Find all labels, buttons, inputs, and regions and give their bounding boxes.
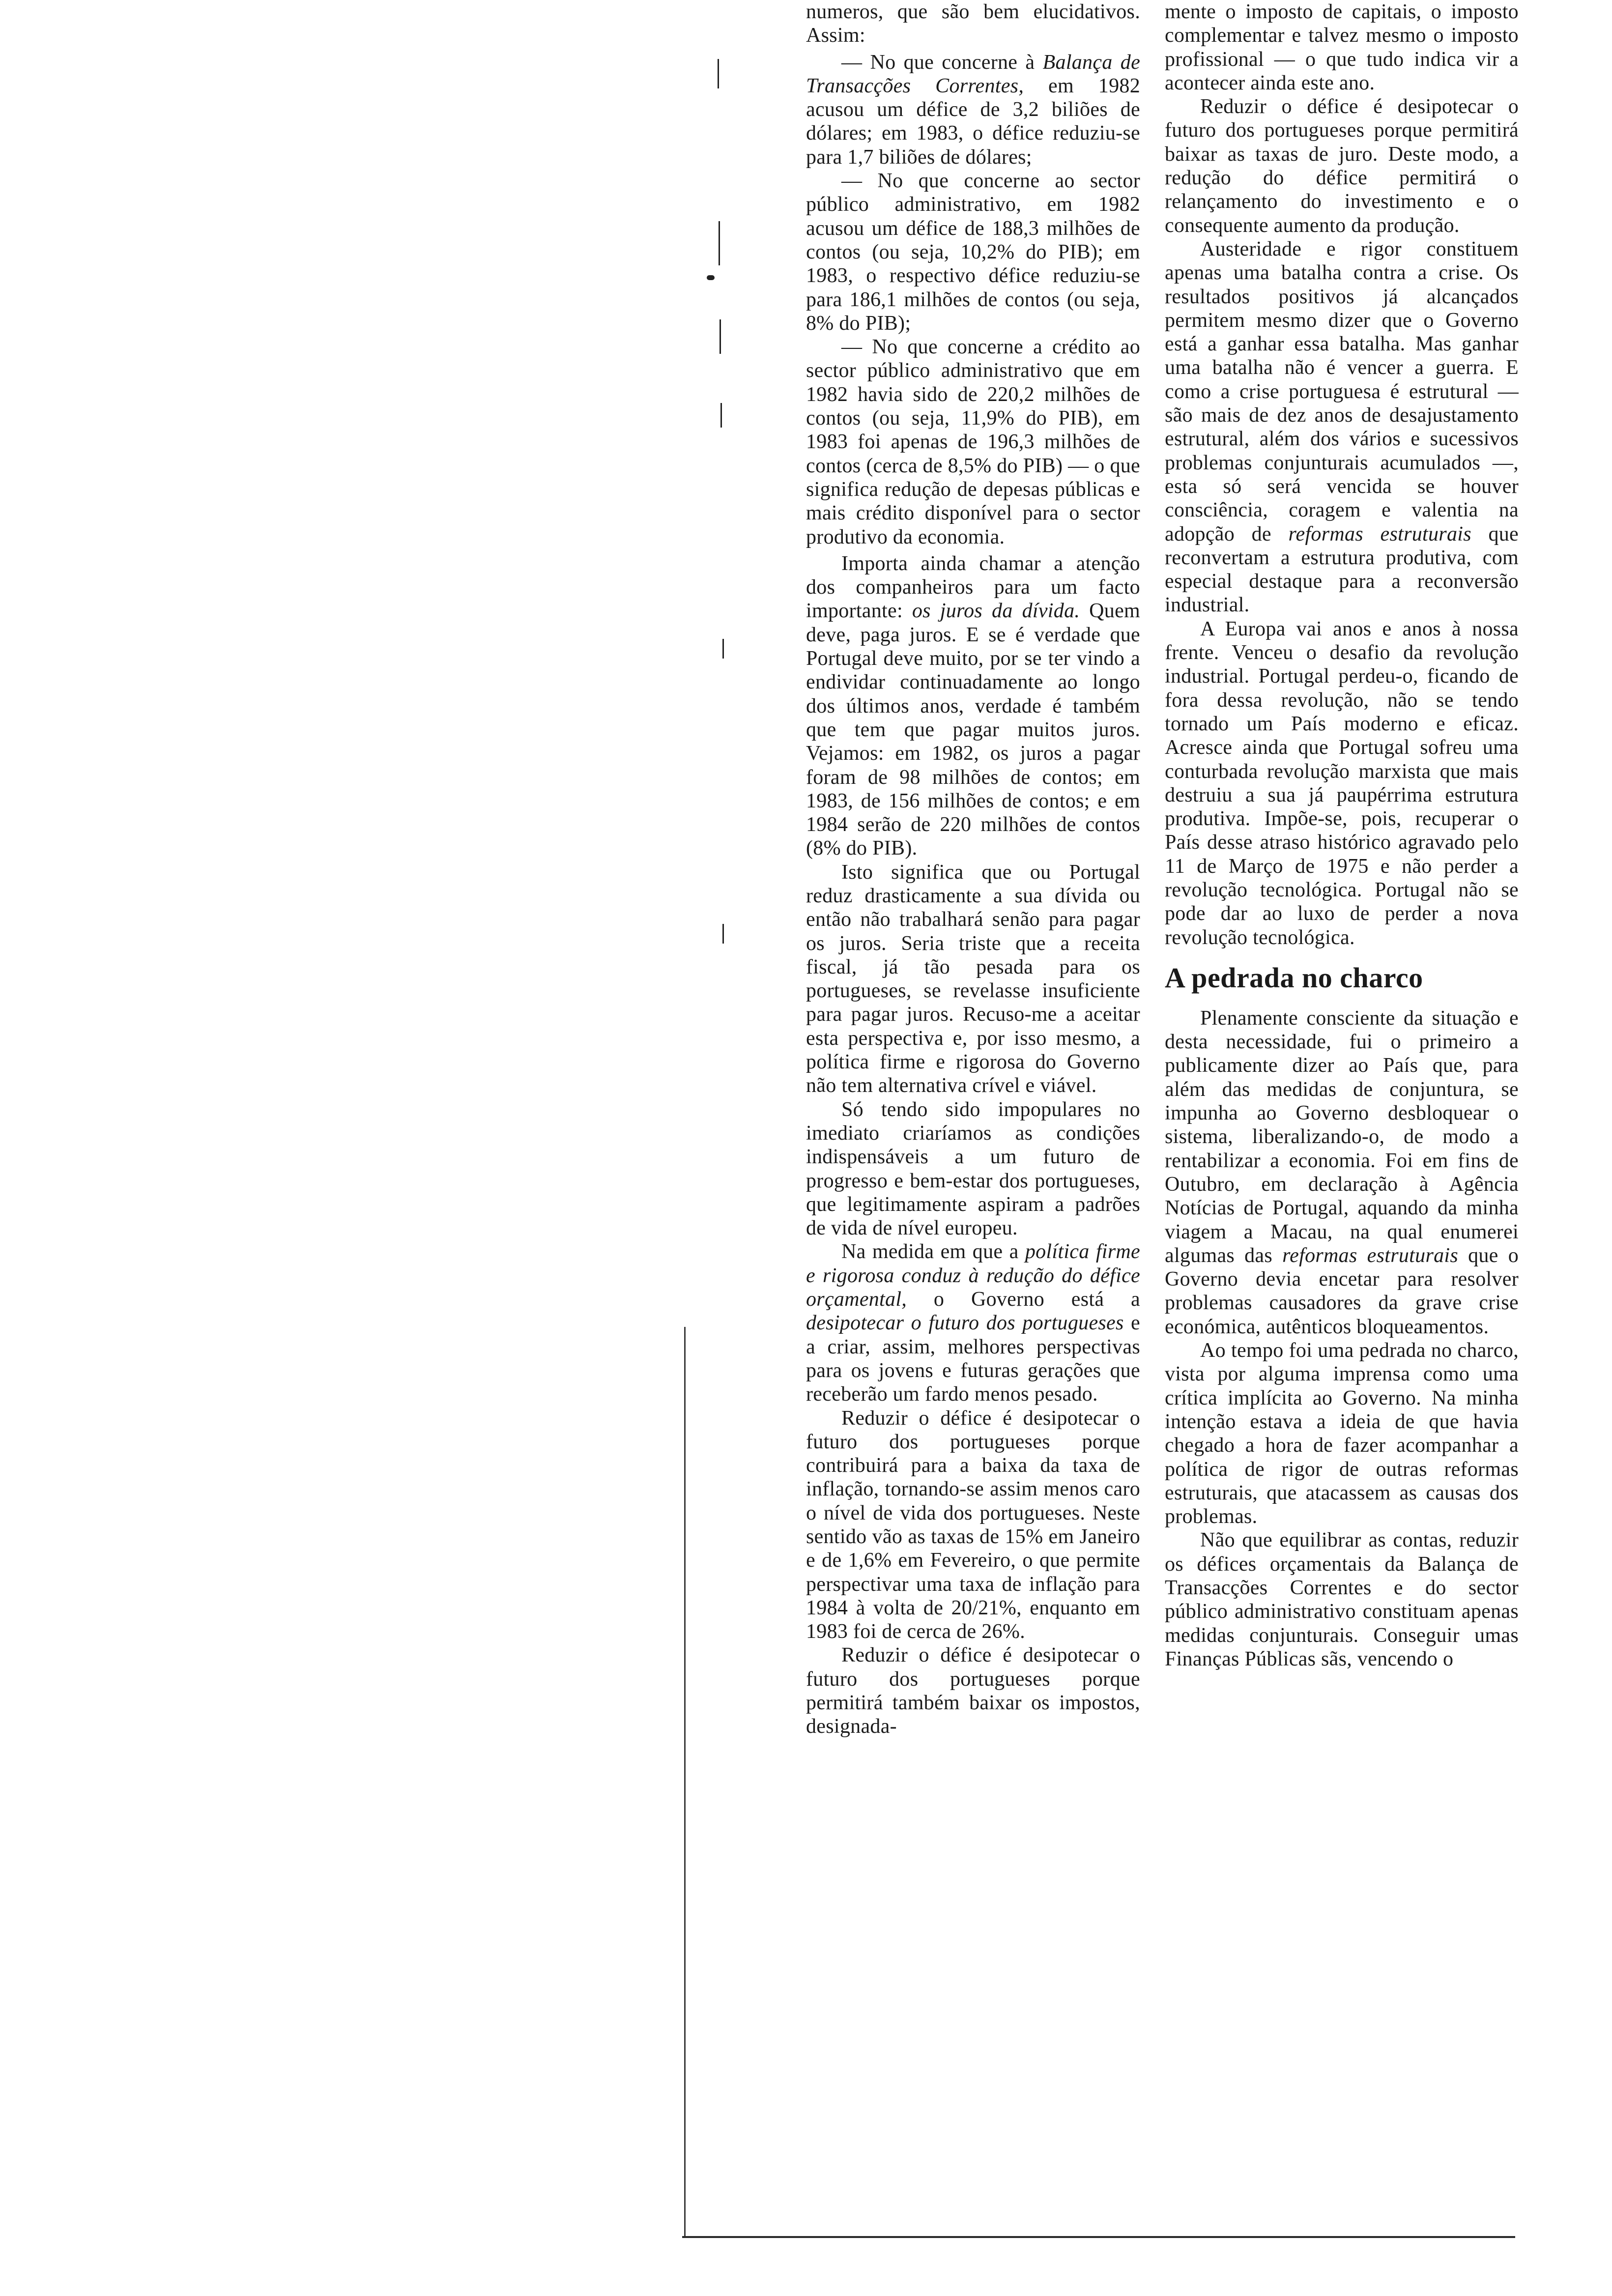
paragraph: Reduzir o défice é desipotecar o futuro dos portugueses porque permitirá baixar as taxas de juro. Deste modo, a redução do défice permitirá o relançamento do investimento e o consequente aumento da produção. [1165,95,1519,237]
paragraph: Ao tempo foi uma pedrada no charco, vista por alguma imprensa como uma crítica implícita ao Governo. Na minha intenção estava a ideia de que havia chegado a hora de fazer acompanhar a política de rigor de outras reformas estruturais, que atacassem as causas dos problemas. [1165,1339,1519,1528]
paragraph: Na medida em que a política firme e rigorosa conduz à redução do défice orçamental, o Governo está a desipotecar o futuro dos portugueses e a criar, assim, melhores perspectivas para os jovens e futuras gerações que receberão um fardo menos pesado. [806,1240,1140,1406]
paragraph: A Europa vai anos e anos à nossa frente. Venceu o desafio da revolução industrial. Portugal perdeu-o, ficando de fora dessa revolução, não se tendo tornado um País moderno e eficaz. Acresce ainda que Portugal sofreu uma conturbada revolução marxista que mais destruiu a sua já paupérrima estrutura produtiva. Impõe-se, pois, recuperar o País desse atraso histórico agravado pelo 11 de Março de 1975 e não perder a revolução tecnológica. Portugal não se pode dar ao luxo de perder a nova revolução tecnológica. [1165,617,1519,949]
paragraph: — No que concerne à Balança de Transacções Correntes, em 1982 acusou um défice de 3,2 biliões de dólares; em 1983, o défice reduziu-se para 1,7 biliões de dólares; [806,51,1141,169]
section-subheading: A pedrada no charco [1165,961,1423,994]
bottom-rule [682,2236,1515,2238]
paragraph: mente o imposto de capitais, o imposto complementar e talvez mesmo o imposto profissional — o que tudo indica vir a acontecer ainda este ano. [1165,0,1519,94]
paragraph: — No que concerne ao sector público administrativo, em 1982 acusou um défice de 188,3 milhões de contos (ou seja, 10,2% do PIB); em 1983, o respectivo défice reduziu-se para 186,1 milhões de contos (ou seja, 8% do PIB); [806,170,1140,335]
paragraph: Não que equilibrar as contas, reduzir os défices orçamentais da Balança de Transacções Correntes e do sector público administrativo constituam apenas medidas conjunturais. Conseguir umas Finanças Públicas sãs, vencendo o [1165,1529,1519,1670]
article-column-left [806,0,1140,2241]
article-column-right [1165,0,1519,2241]
paragraph: Isto significa que ou Portugal reduz drasticamente a sua dívida ou então não trabalhará senão para pagar os juros. Seria triste que a receita fiscal, já tão pesada para os portugueses, se revelasse insuficiente para pagar juros. Recuso-me a aceitar esta perspectiva e, por isso mesmo, a política firme e rigorosa do Governo não tem alternativa crível e viável. [806,861,1140,1097]
paragraph: — No que concerne a crédito ao sector público administrativo que em 1982 havia sido de 220,2 milhões de contos (ou seja, 11,9% do PIB), em 1983 foi apenas de 196,3 milhões de contos (cerca de 8,5% do PIB) — o que significa redução de depesas públicas e mais crédito disponível para o sector produtivo da economia. [806,336,1140,548]
column-edge-line [684,1327,686,2237]
paragraph: Reduzir o défice é desipotecar o futuro dos portugueses porque permitirá também baixar os impostos, designada- [806,1644,1140,1738]
paragraph: Reduzir o défice é desipotecar o futuro dos portugueses porque contribuirá para a baixa da taxa de inflação, tornando-se assim menos caro o nível de vida dos portugueses. Neste sentido vão as taxas de 15% em Janeiro e de 1,6% em Fevereiro, o que permite perspectivar uma taxa de inflação para 1984 à volta de 20/21%, enquanto em 1983 foi de cerca de 26%. [806,1406,1140,1643]
paragraph: Só tendo sido impopulares no imediato criaríamos as condições indispensáveis a um futuro de progresso e bem-estar dos portugueses, que legitimamente aspiram a padrões de vida de nível europeu. [806,1098,1140,1240]
paragraph: Austeridade e rigor constituem apenas uma batalha contra a crise. Os resultados positivos já alcançados permitem mesmo dizer que o Governo está a ganhar essa batalha. Mas ganhar uma batalha não é vencer a guerra. E como a crise portuguesa é estrutural — são mais de dez anos de desajustamento estrutural, além dos vários e sucessivos problemas conjunturais acumulados —, esta só será vencida se houver consciência, coragem e valentia na adopção de reformas estruturais que reconvertam a estrutura produtiva, com especial destaque para a reconversão industrial. [1165,237,1519,617]
paragraph: Plenamente consciente da situação e desta necessidade, fui o primeiro a publicamente dizer ao País que, para além das medidas de conjuntura, se impunha ao Governo desbloquear o sistema, liberalizando-o, de modo a rentabilizar a economia. Foi em fins de Outubro, em declaração à Agência Notícias de Portugal, aquando da minha viagem a Macau, na qual enumerei algumas das reformas estruturais que o Governo devia encetar para resolver problemas causadores da grave crise económica, autênticos bloqueamentos. [1165,1006,1519,1338]
paragraph: numeros, que são bem elucidativos. Assim: [806,0,1140,47]
paragraph: Importa ainda chamar a atenção dos companheiros para um facto importante: os juros da dívida. Quem deve, paga juros. E se é verdade que Portugal deve muito, por se ter vindo a endividar continuadamente ao longo dos últimos anos, verdade é também que tem que pagar muitos juros. Vejamos: em 1982, os juros a pagar foram de 98 milhões de contos; em 1983, de 156 milhões de contos; e em 1984 serão de 220 milhões de contos (8% do PIB). [806,552,1140,860]
